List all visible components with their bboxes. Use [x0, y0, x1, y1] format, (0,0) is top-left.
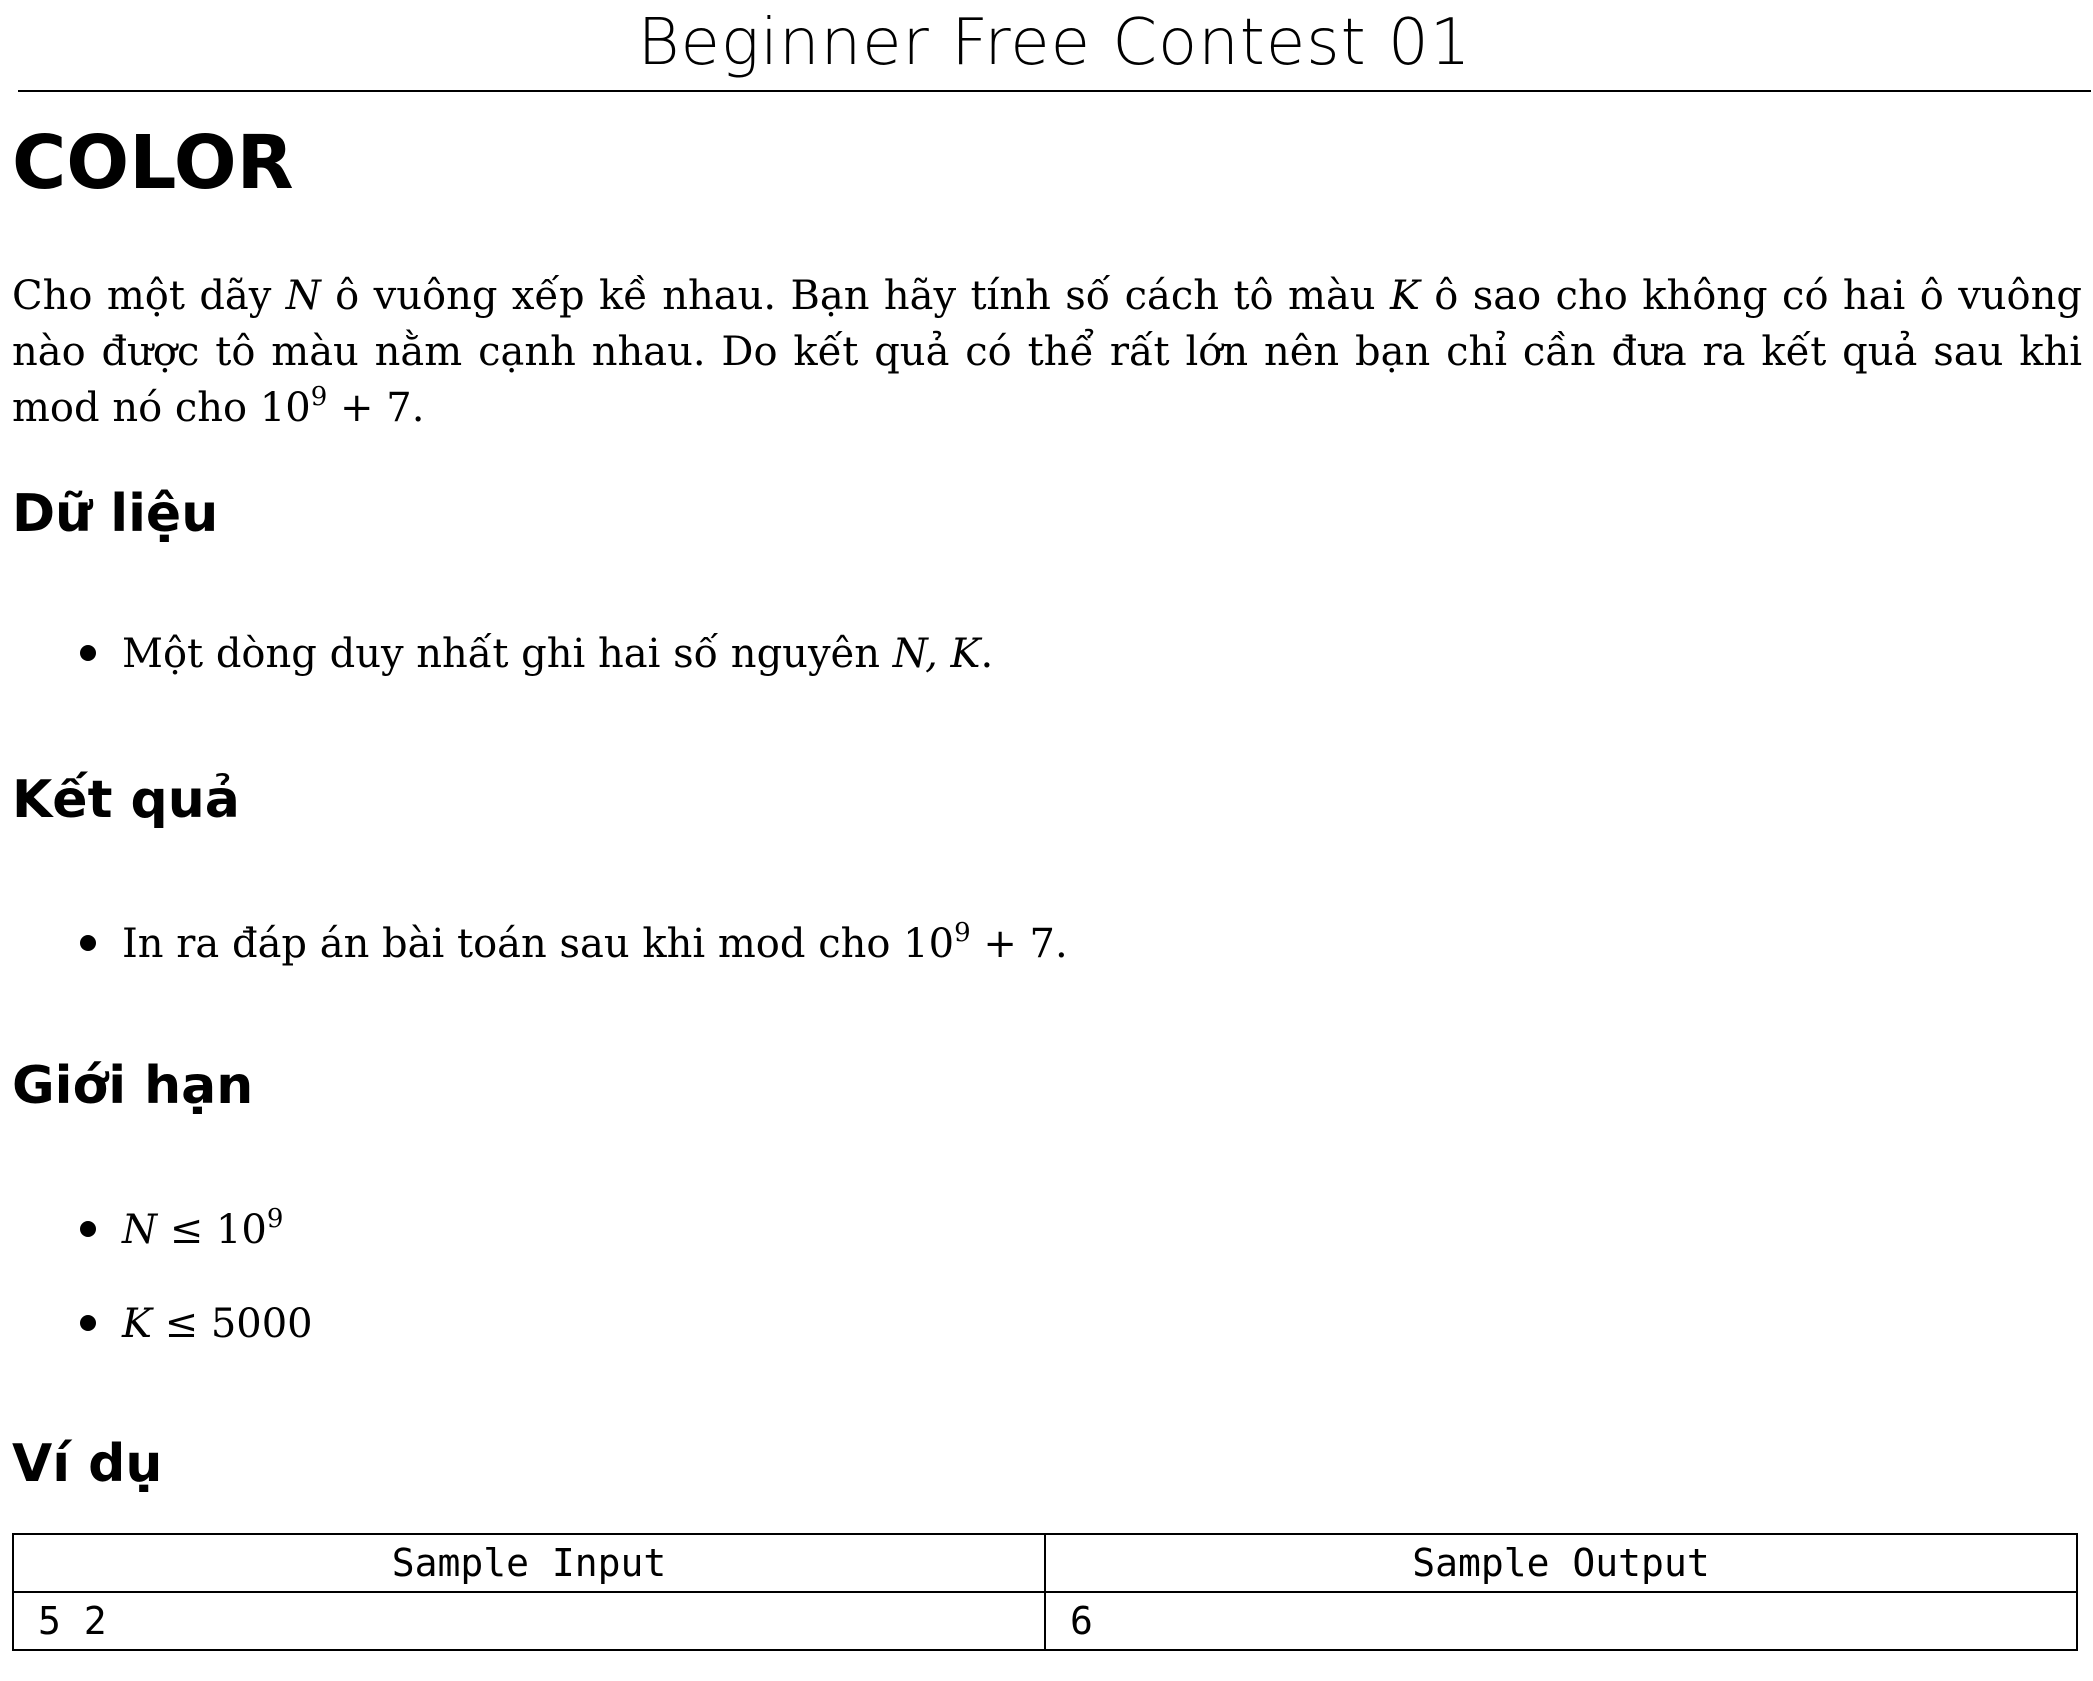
statement-var-n: N [285, 273, 321, 319]
section-heading-limits: Giới hạn [12, 1056, 254, 1116]
limit-op: ≤ 10 [157, 1207, 267, 1253]
input-bullet [80, 626, 993, 682]
limit-item [80, 1202, 283, 1263]
sample-table [12, 1533, 2078, 1651]
limit-var: N [122, 1207, 157, 1253]
section-heading-input: Dữ liệu [12, 484, 219, 544]
sample-input-cell: 5 2 [13, 1592, 1045, 1650]
table-row [13, 1592, 2077, 1650]
sample-output-header: Sample Output [1045, 1534, 2077, 1592]
output-bullet-text: In ra đáp án bài toán sau khi mod cho 10 [122, 921, 955, 967]
problem-statement [12, 268, 2082, 441]
statement-text-3: ô sao cho không có hai ô vuông nào được tô màu nằm cạnh nhau. Do kết quả có thể rất lớn nên bạn chỉ cần đưa ra kết quả sau khi mod nó cho 10 [12, 273, 2082, 431]
statement-var-k: K [1389, 273, 1420, 319]
statement-exponent: 9 [310, 382, 328, 412]
contest-title: Beginner Free Contest 01 [637, 6, 1472, 80]
section-heading-output: Kết quả [12, 770, 240, 830]
limit-op: ≤ 5000 [151, 1301, 313, 1347]
input-bullet-text: Một dòng duy nhất ghi hai số nguyên [122, 631, 893, 677]
table-header-row [13, 1534, 2077, 1592]
limit-exponent: 9 [266, 1204, 284, 1234]
sample-output-cell: 6 [1045, 1592, 2077, 1650]
output-bullet-end: + 7. [970, 921, 1068, 967]
input-bullet-end: . [980, 631, 994, 677]
statement-text-1: Cho một dãy [12, 273, 286, 319]
bullet-icon [80, 645, 96, 661]
input-bullet-vars: N, K [892, 631, 981, 677]
sample-input-header: Sample Input [13, 1534, 1045, 1592]
limit-var: K [122, 1301, 152, 1347]
output-bullet [80, 916, 1068, 977]
output-bullet-exponent: 9 [954, 918, 971, 948]
contest-header [18, 0, 2091, 92]
limit-item [80, 1296, 313, 1352]
statement-text-4: + 7. [327, 385, 425, 431]
statement-text-2: ô vuông xếp kề nhau. Bạn hãy tính số cách tô màu [320, 273, 1390, 319]
bullet-icon [80, 935, 96, 951]
bullet-icon [80, 1221, 96, 1237]
problem-title: COLOR [12, 120, 294, 206]
section-heading-example: Ví dụ [12, 1434, 163, 1494]
bullet-icon [80, 1315, 96, 1331]
